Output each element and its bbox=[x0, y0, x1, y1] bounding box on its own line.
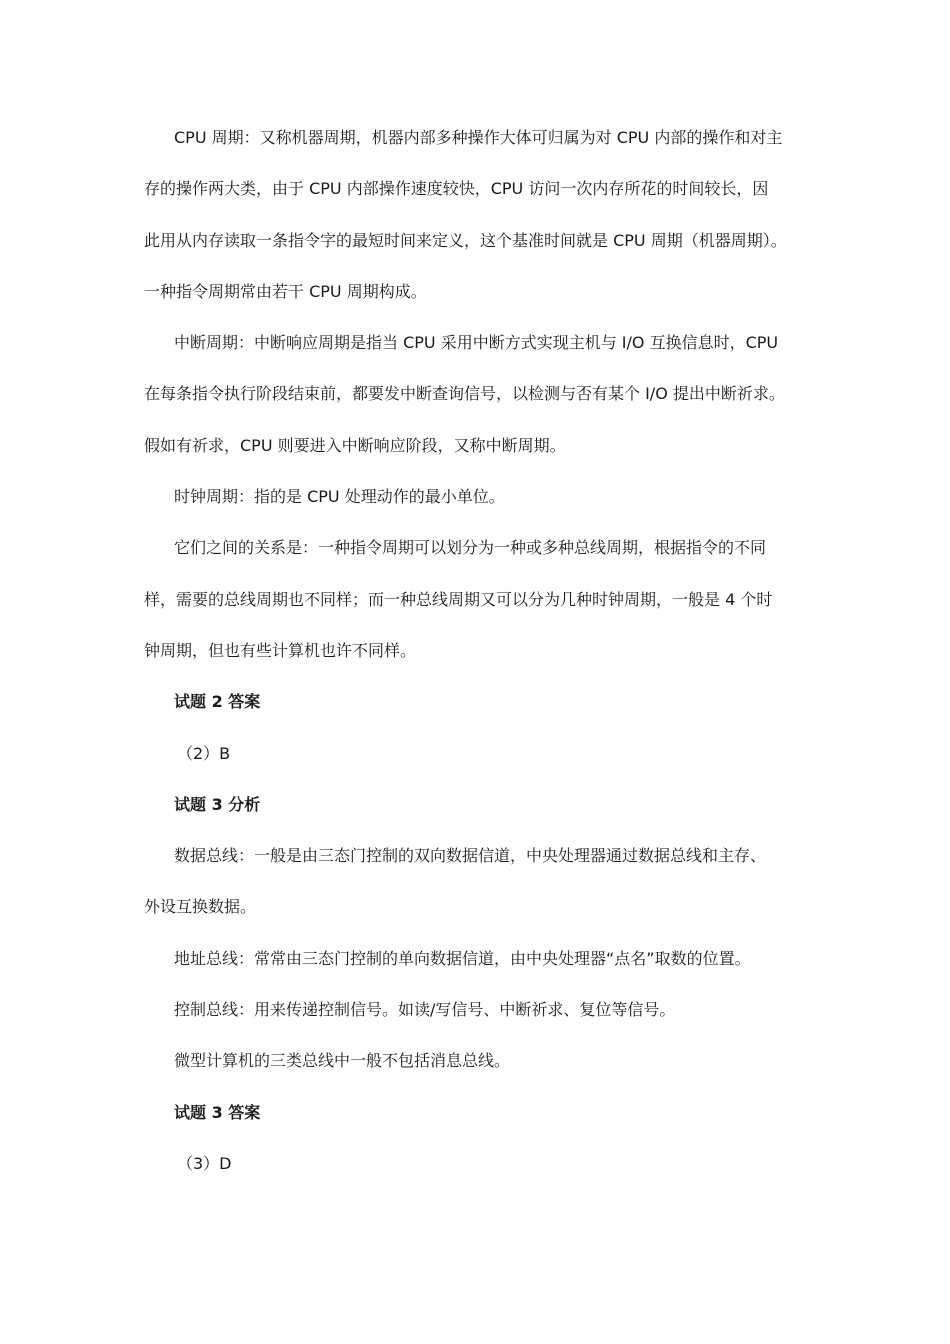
paragraph-data-bus-line-2: 外设互换数据。 bbox=[144, 897, 257, 917]
paragraph-cpu-cycle-line-3: 此用从内存读取一条指令字的最短时间来定义，这个基准时间就是 CPU 周期（机器周期）。 bbox=[144, 230, 787, 250]
paragraph-clock-cycle: 时钟周期：指的是 CPU 处理动作的最小单位。 bbox=[174, 487, 505, 507]
answer-q3: （3）D bbox=[177, 1153, 232, 1173]
paragraph-relationship-line-1: 它们之间的关系是：一种指令周期可以划分为一种或多种总线周期，根据指令的不同 bbox=[174, 538, 767, 558]
paragraph-relationship-line-3: 钟周期，但也有些计算机也许不同样。 bbox=[144, 640, 417, 660]
paragraph-interrupt-cycle-line-2: 在每条指令执行阶段结束前，都要发中断查询信号，以检测与否有某个 I/O 提出中断祈求。 bbox=[144, 384, 785, 404]
paragraph-data-bus-line-1: 数据总线：一般是由三态门控制的双向数据信道，中央处理器通过数据总线和主存、 bbox=[174, 846, 767, 866]
paragraph-cpu-cycle-line-4: 一种指令周期常由若干 CPU 周期构成。 bbox=[144, 281, 427, 301]
paragraph-interrupt-cycle-line-3: 假如有祈求，CPU 则要进入中断响应阶段，又称中断周期。 bbox=[144, 435, 566, 455]
answer-q2: （2）B bbox=[177, 743, 231, 763]
paragraph-relationship-line-2: 样，需要的总线周期也不同样；而一种总线周期又可以分为几种时钟周期，一般是 4 个时 bbox=[144, 589, 773, 609]
paragraph-bus-summary: 微型计算机的三类总线中一般不包括消息总线。 bbox=[174, 1051, 511, 1071]
paragraph-interrupt-cycle-line-1: 中断周期：中断响应周期是指当 CPU 采用中断方式实现主机与 I/O 互换信息时，CPU bbox=[174, 333, 779, 353]
heading-q2-answer: 试题 2 答案 bbox=[174, 692, 261, 712]
paragraph-control-bus: 控制总线：用来传递控制信号。如读/写信号、中断祈求、复位等信号。 bbox=[174, 1000, 676, 1020]
heading-q3-answer: 试题 3 答案 bbox=[174, 1102, 261, 1122]
paragraph-cpu-cycle-line-2: 存的操作两大类，由于 CPU 内部操作速度较快，CPU 访问一次内存所花的时间较长，因 bbox=[144, 179, 769, 199]
heading-q3-analysis: 试题 3 分析 bbox=[174, 794, 261, 814]
paragraph-address-bus: 地址总线：常常由三态门控制的单向数据信道，由中央处理器“点名”取数的位置。 bbox=[174, 948, 751, 968]
paragraph-cpu-cycle-line-1: CPU 周期：又称机器周期，机器内部多种操作大体可归属为对 CPU 内部的操作和对主 bbox=[174, 128, 783, 147]
document-body bbox=[144, 112, 824, 1189]
